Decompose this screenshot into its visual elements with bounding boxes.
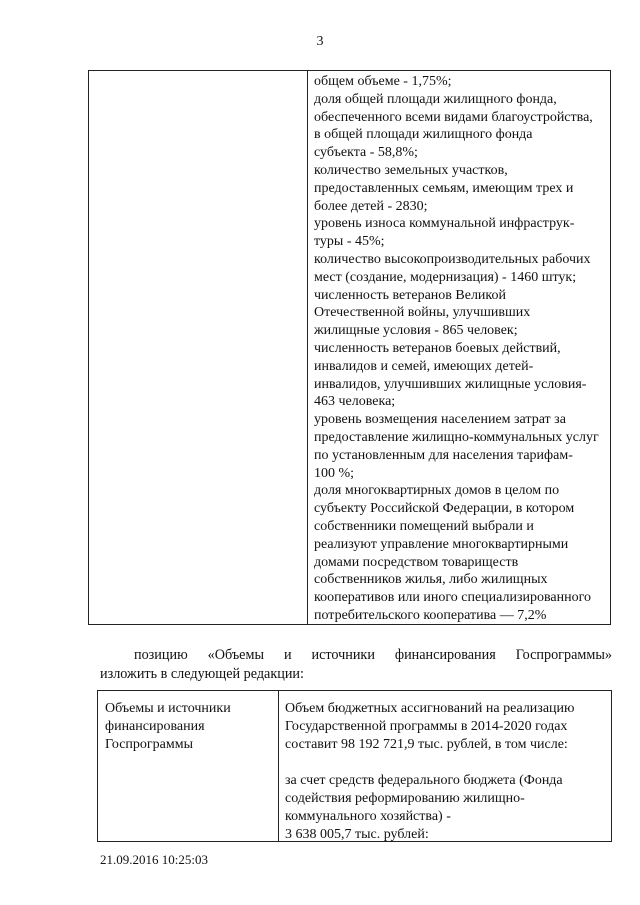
text-line: количество земельных участков, — [314, 162, 508, 178]
footer-timestamp: 21.09.2016 10:25:03 — [100, 852, 208, 867]
text-line: за счет средств федерального бюджета (Фонда — [285, 773, 563, 788]
text-line: предоставление жилищно-коммунальных услуг — [314, 429, 599, 445]
text-line: уровень возмещения населением затрат за — [314, 412, 566, 428]
text-line: предоставленных семьям, имеющим трех и — [314, 180, 574, 196]
financing-total-block — [285, 700, 607, 754]
financing-table — [97, 690, 612, 842]
text-line: жилищные условия - 865 человек; — [314, 323, 518, 339]
word: и — [283, 647, 292, 663]
financing-value-cell — [285, 700, 607, 844]
text-line: Объем бюджетных ассигнований на реализацию — [285, 701, 575, 716]
instruction-paragraph — [100, 646, 612, 684]
text-line: в общей площади жилищного фонда — [314, 127, 533, 143]
text-line: Государственной программы в 2014-2020 годах — [285, 719, 568, 734]
text-line: 463 человека; — [314, 394, 396, 410]
text-line: Объемы и источники — [105, 701, 231, 716]
paragraph-line-1 — [100, 646, 612, 665]
text-line: реализуют управление многоквартирными — [314, 536, 569, 552]
table-column-divider — [307, 71, 308, 624]
text-line: Отечественной войны, улучшивших — [314, 305, 531, 321]
text-line: доля общей площади жилищного фонда, — [314, 91, 557, 107]
text-line: 100 %; — [314, 465, 355, 481]
text-line: численность ветеранов Великой — [314, 287, 507, 303]
text-line: потребительского кооператива — 7,2% — [314, 607, 547, 623]
text-line: мест (создание, модернизация) - 1460 штук; — [314, 269, 577, 285]
page-number: 3 — [316, 34, 324, 49]
paragraph-line-2: изложить в следующей редакции: — [100, 666, 304, 682]
text-line: численность ветеранов боевых действий, — [314, 340, 561, 356]
table-column-divider — [278, 691, 279, 841]
text-line: субъекту Российской Федерации, в котором — [314, 501, 575, 517]
word: финансирования — [394, 647, 496, 663]
text-line: содействия реформированию жилищно- — [285, 791, 525, 806]
text-line: общем объеме - 1,75%; — [314, 74, 452, 89]
text-line: Госпрограммы — [105, 737, 193, 752]
indicators-table — [88, 70, 611, 625]
financing-federal-block — [285, 772, 607, 844]
text-line: инвалидов и семей, имеющих детей- — [314, 358, 534, 374]
text-line: доля многоквартирных домов в целом по — [314, 483, 560, 499]
text-line: туры - 45%; — [314, 234, 385, 250]
text-line: домами посредством товариществ — [314, 554, 519, 570]
text-line: субъекта - 58,8%; — [314, 145, 418, 161]
text-line: собственников жилья, либо жилищных — [314, 572, 548, 588]
text-line: составит 98 192 721,9 тыс. рублей, в том числе: — [285, 737, 568, 752]
text-line: инвалидов, улучшивших жилищные условия- — [314, 376, 587, 392]
text-line: количество высокопроизводительных рабочих — [314, 251, 591, 267]
word: источники — [311, 647, 375, 663]
text-line: уровень износа коммунальной инфраструк- — [314, 216, 575, 232]
text-line: собственники помещений выбрали и — [314, 518, 534, 534]
text-line: финансирования — [105, 719, 205, 734]
word: позицию — [134, 647, 188, 663]
text-line: по установленным для населения тарифам- — [314, 447, 573, 463]
text-line: обеспеченного всеми видами благоустройства, — [314, 109, 593, 125]
word: Госпрограммы» — [515, 647, 612, 663]
word: «Объемы — [207, 647, 264, 663]
financing-label-cell — [105, 700, 275, 754]
indicators-cell — [314, 73, 606, 625]
text-line: кооперативов или иного специализированного — [314, 590, 591, 606]
text-line: 3 638 005,7 тыс. рублей: — [285, 827, 429, 842]
text-line: коммунального хозяйства) - — [285, 809, 451, 824]
text-line: более детей - 2830; — [314, 198, 428, 214]
